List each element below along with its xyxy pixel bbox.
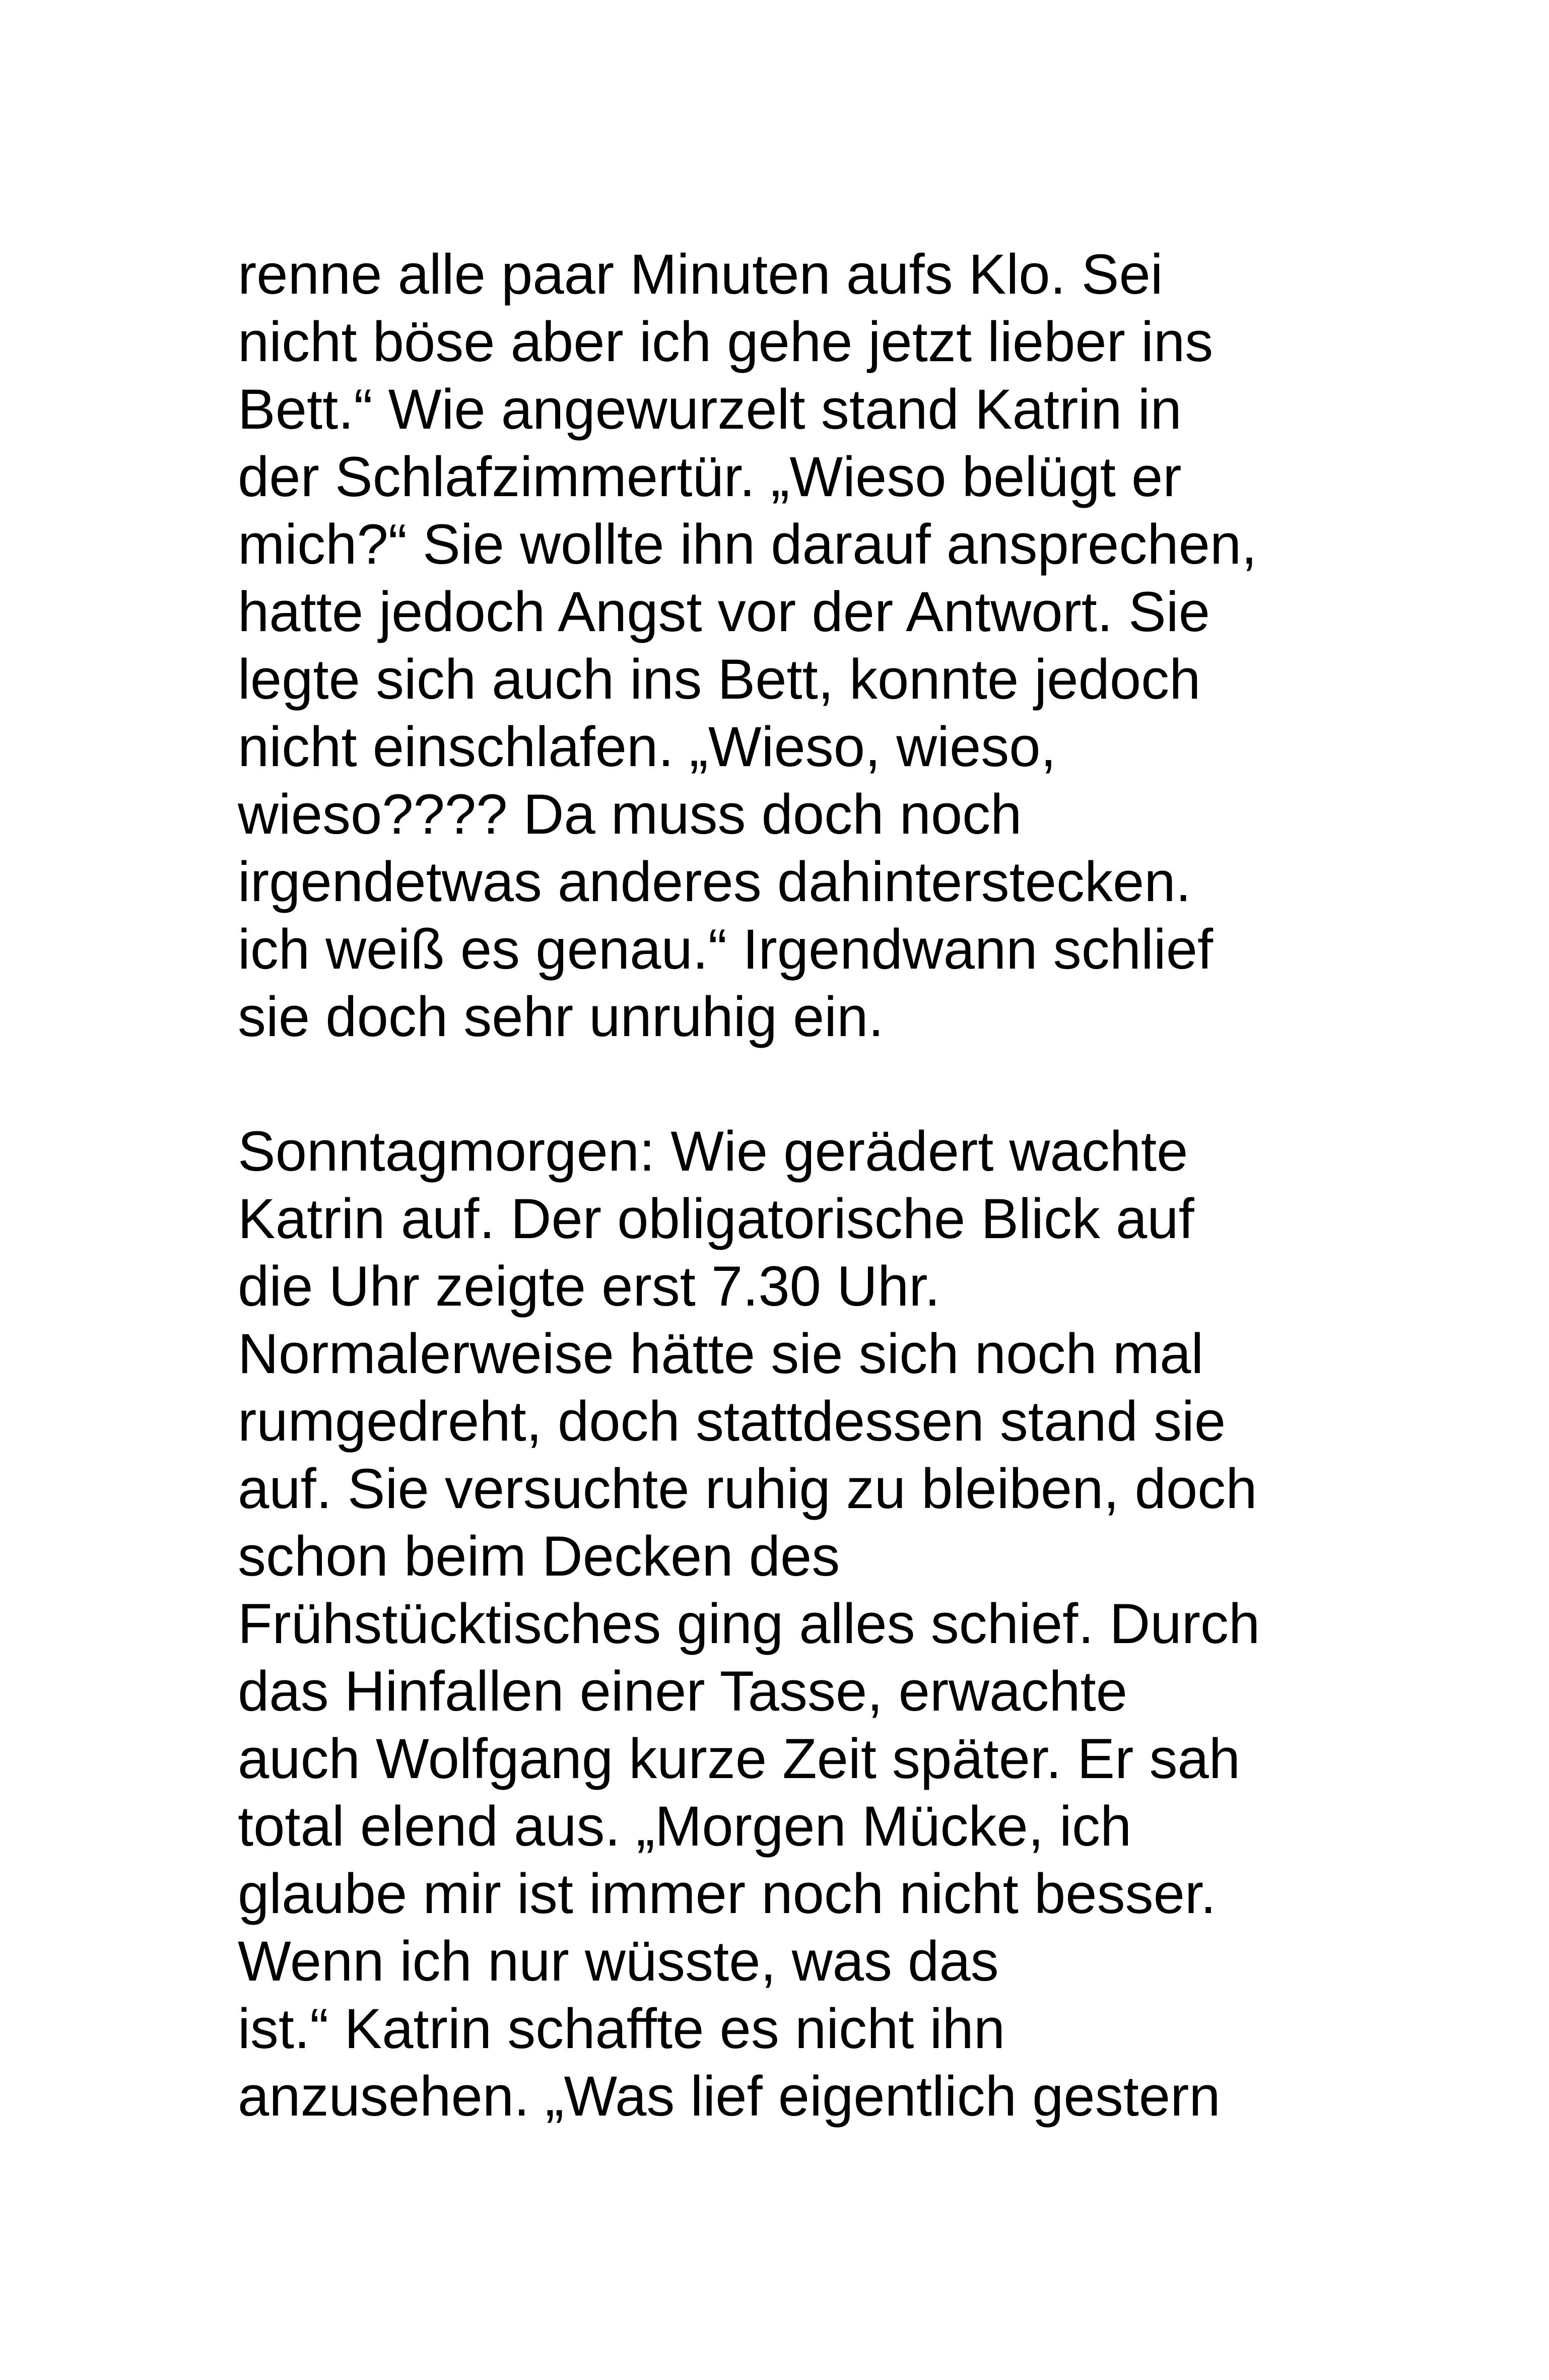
text-line: wieso???? Da muss doch noch (238, 783, 1022, 846)
text-line: ist.“ Katrin schaffte es nicht ihn (238, 1997, 1005, 2060)
text-line: Normalerweise hätte sie sich noch mal (238, 1322, 1204, 1385)
text-line: hatte jedoch Angst vor der Antwort. Sie (238, 580, 1210, 643)
text-line: rumgedreht, doch stattdessen stand sie (238, 1390, 1226, 1453)
text-line: renne alle paar Minuten aufs Klo. Sei (238, 243, 1163, 306)
text-line: Bett.“ Wie angewurzelt stand Katrin in (238, 378, 1182, 441)
text-line: die Uhr zeigte erst 7.30 Uhr. (238, 1255, 940, 1318)
text-line: legte sich auch ins Bett, konnte jedoch (238, 648, 1201, 711)
text-line: ich weiß es genau.“ Irgendwann schlief (238, 918, 1214, 981)
text-line: der Schlafzimmertür. „Wieso belügt er (238, 445, 1182, 508)
text-line: auch Wolfgang kurze Zeit später. Er sah (238, 1727, 1241, 1790)
text-line: Wenn ich nur wüsste, was das (238, 1930, 999, 1993)
text-line: glaube mir ist immer noch nicht besser. (238, 1862, 1217, 1925)
paragraph-1 (238, 241, 1396, 1051)
text-line: Frühstücktisches ging alles schief. Durch (238, 1592, 1260, 1655)
text-line: irgendetwas anderes dahinterstecken. (238, 850, 1191, 913)
text-line: mich?“ Sie wollte ihn darauf ansprechen, (238, 513, 1257, 576)
text-line: auf. Sie versuchte ruhig zu bleiben, doch (238, 1457, 1257, 1520)
text-line: total elend aus. „Morgen Mücke, ich (238, 1795, 1132, 1858)
text-line: Katrin auf. Der obligatorische Blick auf (238, 1187, 1194, 1250)
text-line: Sonntagmorgen: Wie gerädert wachte (238, 1120, 1188, 1183)
text-line: das Hinfallen einer Tasse, erwachte (238, 1660, 1128, 1723)
paragraph-2 (238, 1118, 1396, 2130)
text-line: anzusehen. „Was lief eigentlich gestern (238, 2065, 1221, 2128)
text-line: nicht einschlafen. „Wieso, wieso, (238, 715, 1056, 778)
text-line: nicht böse aber ich gehe jetzt lieber ins (238, 310, 1214, 373)
text-line: sie doch sehr unruhig ein. (238, 985, 884, 1048)
text-line: schon beim Decken des (238, 1525, 840, 1588)
